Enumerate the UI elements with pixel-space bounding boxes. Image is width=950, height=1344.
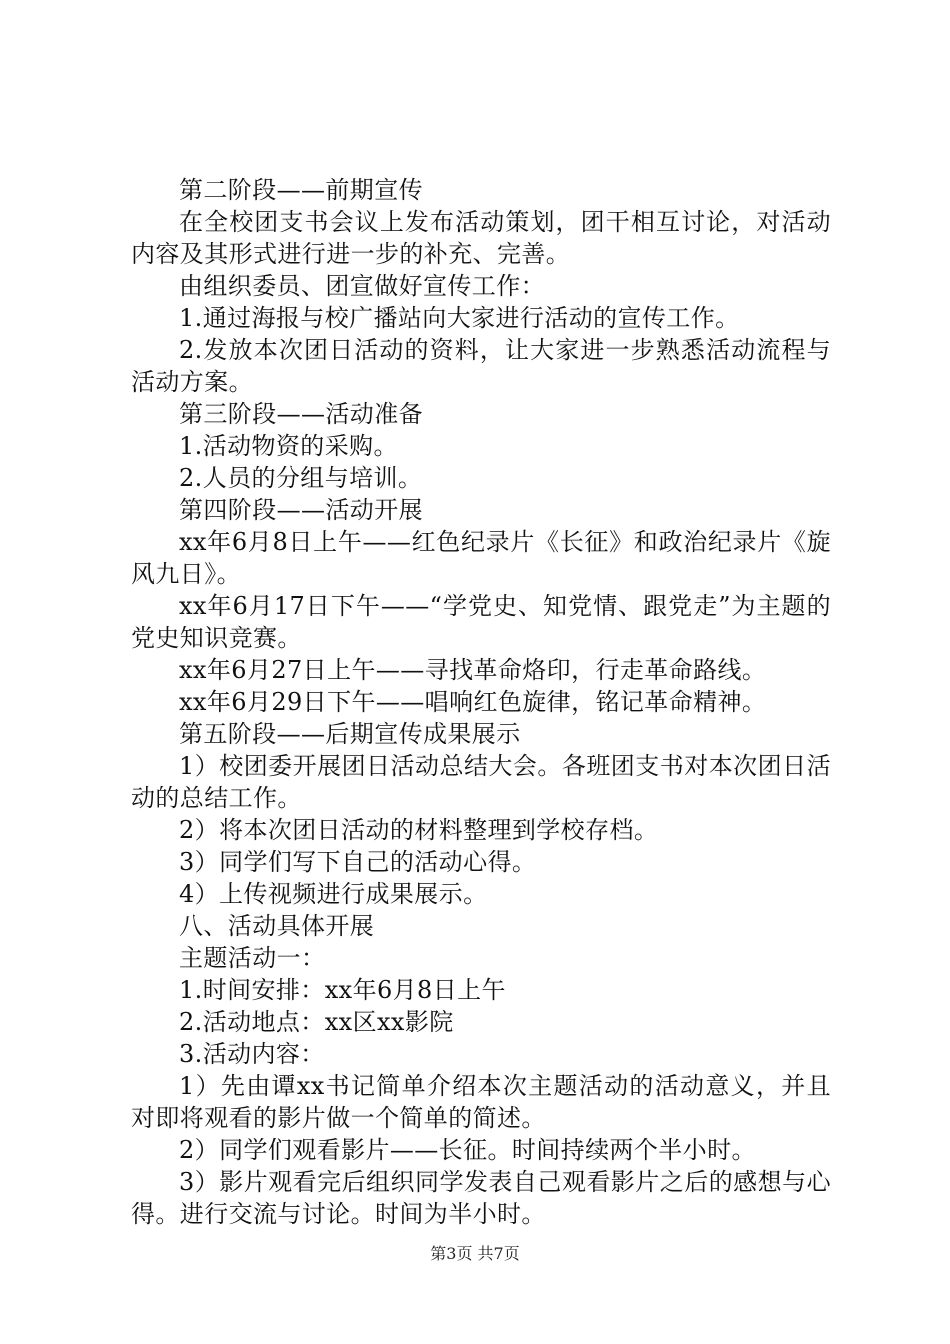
paragraph-stage-four-heading: 第四阶段——活动开展 xyxy=(179,496,423,524)
list-item: 3）影片观看完后组织同学发表自己观看影片之后的感想与心得。进行交流与讨论。时间为半小时。 xyxy=(131,1168,831,1228)
paragraph-stage-two-heading: 第二阶段——前期宣传 xyxy=(179,176,423,204)
list-item: 1.通过海报与校广播站向大家进行活动的宣传工作。 xyxy=(179,304,740,332)
paragraph-stage-five-heading: 第五阶段——后期宣传成果展示 xyxy=(179,720,521,748)
list-item: 1.时间安排：xx年6月8日上午 xyxy=(179,976,506,1004)
list-item: 1.活动物资的采购。 xyxy=(179,432,398,460)
paragraph-stage-three-heading: 第三阶段——活动准备 xyxy=(179,400,423,428)
list-item: 2）同学们观看影片——长征。时间持续两个半小时。 xyxy=(179,1136,756,1164)
list-item: 2.活动地点：xx区xx影院 xyxy=(179,1008,454,1036)
list-item: 2.发放本次团日活动的资料，让大家进一步熟悉活动流程与活动方案。 xyxy=(131,336,831,396)
paragraph: 在全校团支书会议上发布活动策划，团干相互讨论，对活动内容及其形式进行进一步的补充、完善。 xyxy=(131,208,831,268)
schedule-item: xx年6月29日下午——唱响红色旋律，铭记革命精神。 xyxy=(179,688,767,716)
schedule-item: xx年6月8日上午——红色纪录片《长征》和政治纪录片《旋风九日》。 xyxy=(131,528,831,588)
list-item: 3.活动内容： xyxy=(179,1040,325,1068)
list-item: 4）上传视频进行成果展示。 xyxy=(179,880,488,908)
list-item: 3）同学们写下自己的活动心得。 xyxy=(179,848,537,876)
page-number-footer: 第3页 共7页 xyxy=(430,1244,520,1263)
subsection-heading: 主题活动一： xyxy=(179,944,326,972)
schedule-item: xx年6月17日下午——“学党史、知党情、跟党走”为主题的党史知识竞赛。 xyxy=(131,592,831,652)
list-item: 1）先由谭xx书记简单介绍本次主题活动的活动意义，并且对即将观看的影片做一个简单的简述。 xyxy=(131,1072,831,1132)
list-item: 1）校团委开展团日活动总结大会。各班团支书对本次团日活动的总结工作。 xyxy=(131,752,831,812)
list-item: 2）将本次团日活动的材料整理到学校存档。 xyxy=(179,816,659,844)
section-heading: 八、活动具体开展 xyxy=(179,912,375,940)
list-item: 2.人员的分组与培训。 xyxy=(179,464,423,492)
schedule-item: xx年6月27日上午——寻找革命烙印，行走革命路线。 xyxy=(179,656,767,684)
paragraph: 由组织委员、团宣做好宣传工作： xyxy=(179,272,545,300)
document-body xyxy=(131,174,831,1230)
